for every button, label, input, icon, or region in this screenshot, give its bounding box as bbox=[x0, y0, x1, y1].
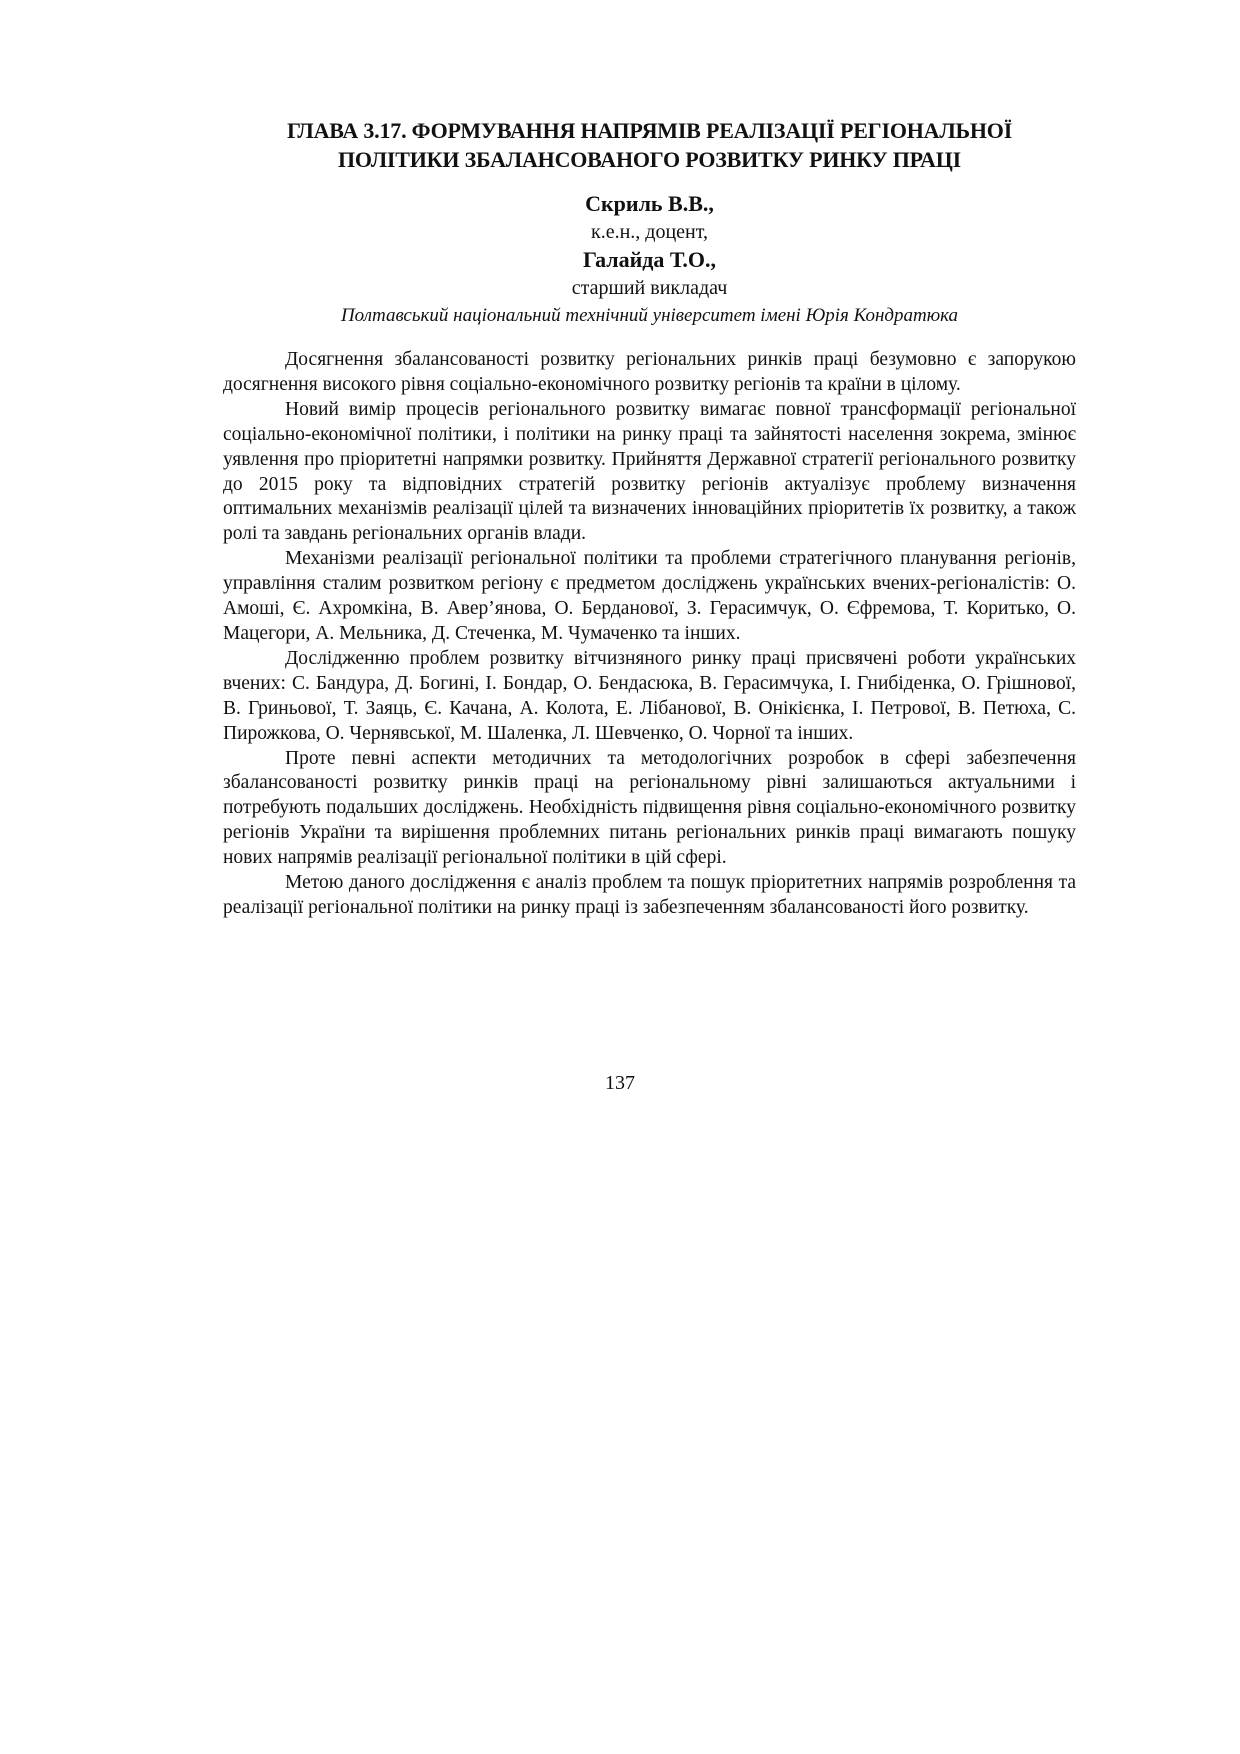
author-name: Галайда Т.О., bbox=[583, 247, 716, 272]
page-number: 137 bbox=[605, 1072, 635, 1094]
paragraph: Дослідженню проблем розвитку вітчизняного ринку праці присвячені роботи українських вчених: С. Бандура, Д. Богині, І. Бондар, О. Бендасюка, В. Герасимчука, І. Гнибіденка, О. Грішнової, В. Гриньової, Т. Заяць, Є. Качана, А. Колота, Е. Лібанової, В. Онікієнка, І. Петрової, В. Петюха, С. Пирожкова, О. Чернявської, М. Шаленка, Л. Шевченко, О. Чорної та інших. bbox=[223, 647, 1076, 744]
paragraph: Метою даного дослідження є аналіз проблем та пошук пріоритетних напрямів розроблення та реалізації регіональної політики на ринку праці із забезпеченням збалансованості його розвитку. bbox=[223, 872, 1076, 918]
paragraph: Механізми реалізації регіональної політики та проблеми стратегічного планування регіонів, управління сталим розвитком регіону є предметом досліджень українських вчених-регіоналістів: О. Амоші, Є. Ахромкіна, В. Авер’янова, О. Берданової, З. Герасимчук, О. Єфремова, Т. Коритько, О. Мацегори, А. Мельника, Д. Стеченка, М. Чумаченко та інших. bbox=[223, 548, 1076, 644]
paragraph: Новий вимір процесів регіонального розвитку вимагає повної трансформації регіональної соціально-економічної політики, і політики на ринку праці та зайнятості населення зокрема, змінює уявлення про пріоритетні напрямки розвитку. Прийняття Державної стратегії регіонального розвитку до 2015 року та відповідних стратегій розвитку регіонів актуалізує проблему визначення оптимальних механізмів реалізації цілей та визначених інноваційних пріоритетів їх розвитку, а також ролі та завдань регіональних органів влади. bbox=[223, 398, 1076, 545]
authors-block bbox=[223, 190, 1076, 330]
paragraph: Досягнення збалансованості розвитку регіональних ринків праці безумовно є запорукою досягнення високого рівня соціально-економічного розвитку регіонів та країни в цілому. bbox=[223, 349, 1076, 395]
author-role: старший викладач bbox=[571, 277, 728, 299]
author-role: к.е.н., доцент, bbox=[591, 221, 708, 243]
chapter-title-line1: ГЛАВА 3.17. ФОРМУВАННЯ НАПРЯМІВ РЕАЛІЗАЦІЇ РЕГІОНАЛЬНОЇ bbox=[286, 118, 1013, 143]
chapter-title-line2: ПОЛІТИКИ ЗБАЛАНСОВАНОГО РОЗВИТКУ РИНКУ ПРАЦІ bbox=[337, 147, 961, 172]
author-name: Скриль В.В., bbox=[585, 191, 714, 216]
affiliation: Полтавський національний технічний університет імені Юрія Кондратюка bbox=[340, 305, 959, 326]
paragraph: Проте певні аспекти методичних та методологічних розробок в сфері забезпечення збалансованості розвитку ринків праці на регіональному рівні залишаються актуальними і потребують подальших досліджень. Необхідність підвищення рівня соціально-економічного розвитку регіонів України та вирішення проблемних питань регіональних ринків праці вимагають пошуку нових напрямів реалізації регіональної політики в цій сфері. bbox=[223, 747, 1076, 869]
chapter-title bbox=[223, 116, 1076, 174]
document-page bbox=[223, 116, 1076, 921]
body-text bbox=[223, 348, 1076, 921]
